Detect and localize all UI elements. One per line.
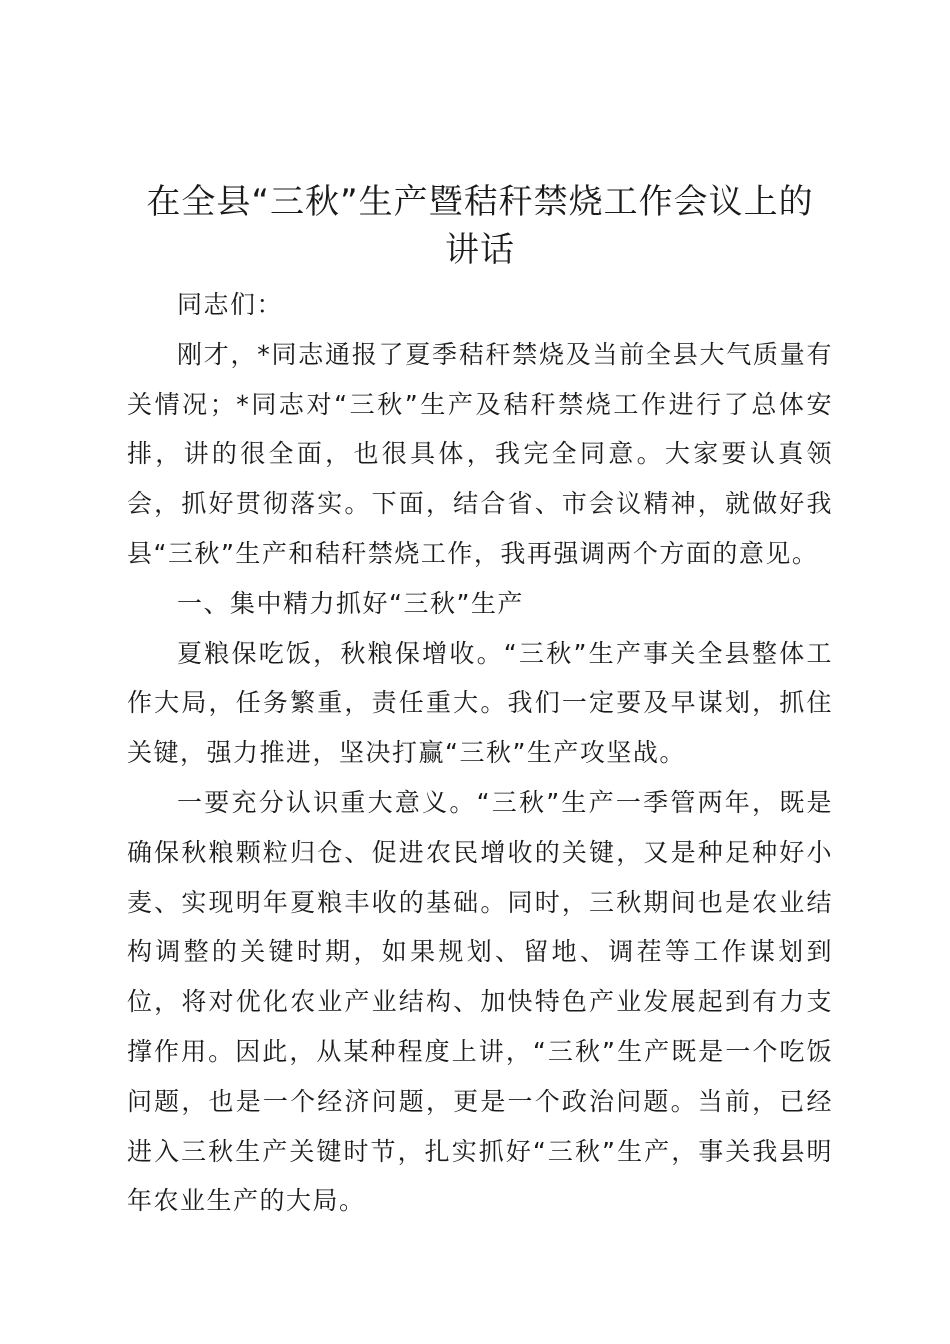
title-line-2: 讲话 [445, 230, 515, 270]
document-body [127, 280, 833, 1226]
section-heading: 一、集中精力抓好“三秋”生产 [177, 588, 524, 618]
document-title [110, 178, 850, 274]
paragraph: 一要充分认识重大意义。“三秋”生产一季管两年，既是确保秋粮颗粒归仓、促进农民增收的关键，又是种足种好小麦、实现明年夏粮丰收的基础。同时，三秋期间也是农业结构调整的关键时期，如果规划、留地、调茬等工作谋划到位，将对优化农业产业结构、加快特色产业发展起到有力支撑作用。因此，从某种程度上讲，“三秋”生产既是一个吃饭问题，也是一个经济问题，更是一个政治问题。当前，已经进入三秋生产关键时节，扎实抓好“三秋”生产，事关我县明年农业生产的大局。 [127, 787, 833, 1216]
paragraph-opening: 刚才，*同志通报了夏季秸秆禁烧及当前全县大气质量有关情况；*同志对“三秋”生产及秸秆禁烧工作进行了总体安排，讲的很全面，也很具体，我完全同意。大家要认真领会，抓好贯彻落实。下面，结合省、市会议精神，就做好我县“三秋”生产和秸秆禁烧工作，我再强调两个方面的意见。 [127, 339, 833, 568]
title-line-1: 在全县“三秋”生产暨秸秆禁烧工作会议上的 [146, 182, 814, 222]
paragraph: 夏粮保吃饭，秋粮保增收。“三秋”生产事关全县整体工作大局，任务繁重，责任重大。我们一定要及早谋划，抓住关键，强力推进，坚决打赢“三秋”生产攻坚战。 [127, 638, 833, 768]
salutation: 同志们： [177, 290, 284, 319]
